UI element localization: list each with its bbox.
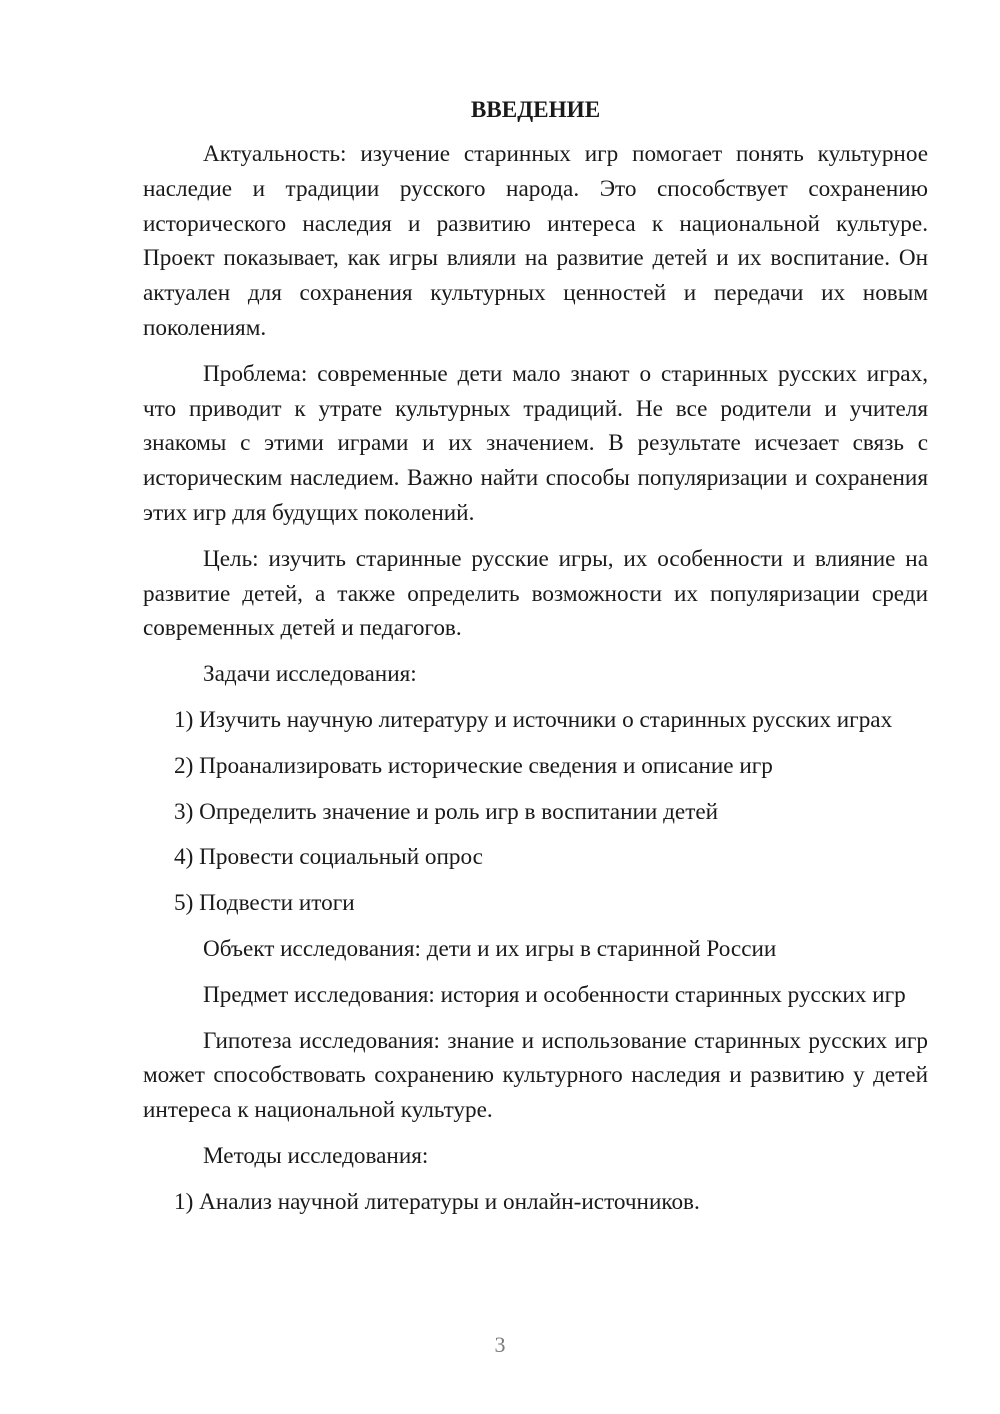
task-item-4: 4) Провести социальный опрос xyxy=(174,844,483,871)
problem-paragraph: Проблема: современные дети мало знают о старинных русских играх, что приводит к утрате культурных традиций. Не все родители и учителя знакомы с этими играми и их значением. В результате исчезает связь с историческим наследием. Важно найти способы популяризации и сохранения этих игр для будущих поколений. xyxy=(143,360,928,526)
page-number: 3 xyxy=(494,1332,506,1357)
relevance-paragraph: Актуальность: изучение старинных игр помогает понять культурное наследие и традиции русского народа. Это способствует сохранению исторического наследия и развитию интереса к национальной культуре. Проект показывает, как игры влияли на развитие детей и их воспитание. Он актуален для сохранения культурных ценностей и передачи их новым поколениям. xyxy=(143,141,928,341)
task-item-5: 5) Подвести итоги xyxy=(174,890,355,917)
goal-paragraph: Цель: изучить старинные русские игры, их особенности и влияние на развитие детей, а также определить возможности их популяризации среди современных детей и педагогов. xyxy=(143,545,928,642)
hypothesis-paragraph: Гипотеза исследования: знание и использование старинных русских игр может способствовать сохранению культурного наследия и развитию у детей интереса к национальной культуре. xyxy=(143,1027,928,1124)
document-page xyxy=(143,95,928,1231)
tasks-label: Задачи исследования: xyxy=(203,661,417,688)
section-heading: ВВЕДЕНИЕ xyxy=(470,97,601,123)
task-item-1: 1) Изучить научную литературу и источники о старинных русских играх xyxy=(174,706,893,733)
subject-paragraph: Предмет исследования: история и особенности старинных русских игр xyxy=(203,981,906,1008)
task-item-3: 3) Определить значение и роль игр в воспитании детей xyxy=(174,798,719,825)
task-item-2: 2) Проанализировать исторические сведения и описание игр xyxy=(174,752,773,779)
methods-label: Методы исследования: xyxy=(203,1142,429,1169)
object-line: Объект исследования: дети и их игры в старинной России xyxy=(203,935,777,962)
method-item-1: 1) Анализ научной литературы и онлайн-источников. xyxy=(174,1188,700,1215)
